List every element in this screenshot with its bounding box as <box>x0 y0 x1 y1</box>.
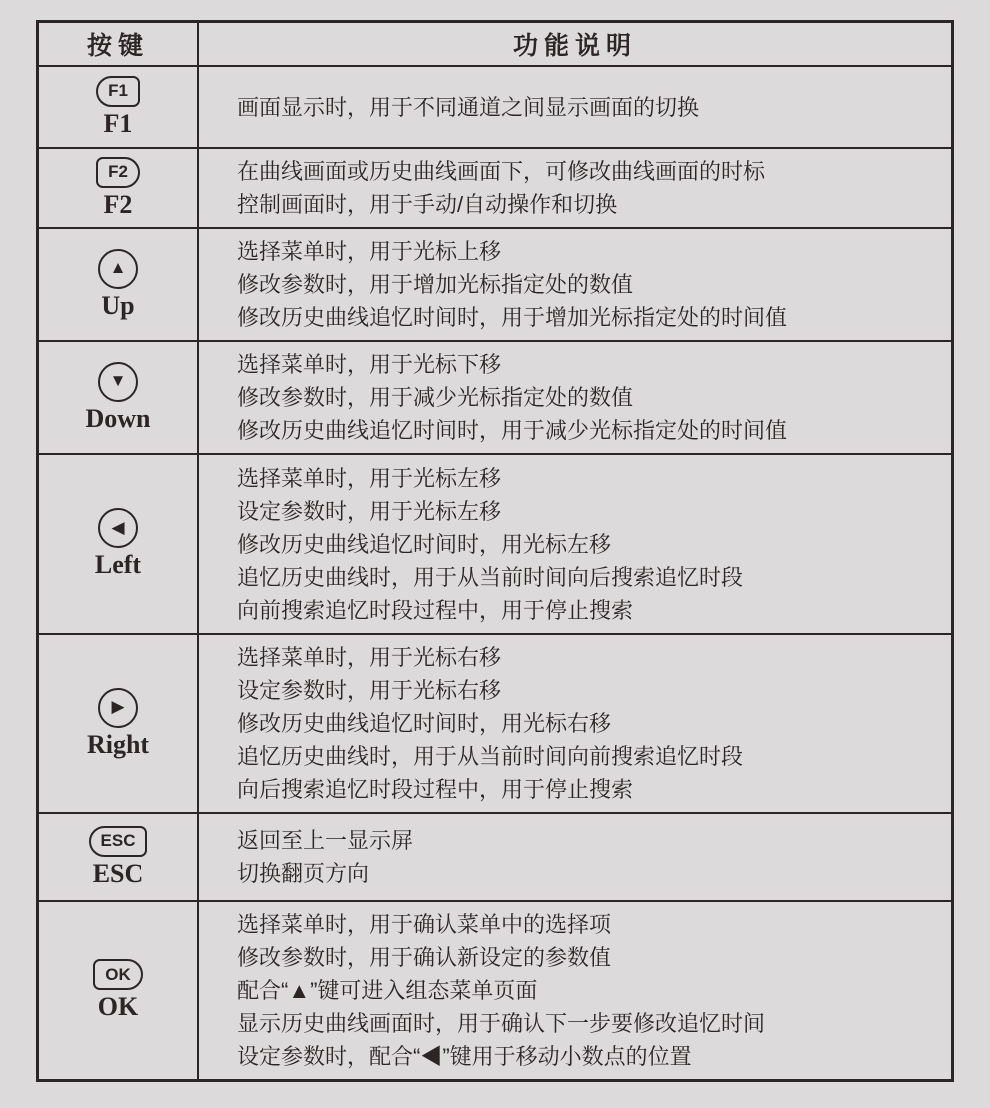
description-line: 在曲线画面或历史曲线画面下，可修改曲线画面的时标 <box>237 159 766 184</box>
table-row-f2 <box>38 148 953 228</box>
f2-key-icon <box>96 157 140 188</box>
key-cell <box>38 341 199 454</box>
down-arrow-icon <box>98 362 138 402</box>
table-row-up <box>38 228 953 341</box>
function-description-cell <box>198 634 953 813</box>
key-cell <box>38 228 199 341</box>
key-cell <box>38 454 199 634</box>
description-line: 设定参数时，配合“◀”键用于移动小数点的位置 <box>237 1044 692 1069</box>
description-line: 向前搜索追忆时段过程中，用于停止搜索 <box>237 597 634 623</box>
header-key-column: 按键 <box>38 22 199 67</box>
header-description-column: 功能说明 <box>198 22 953 67</box>
description-line: 画面显示时，用于不同通道之间显示画面的切换 <box>237 94 700 120</box>
left-arrow-icon <box>98 508 138 548</box>
key-label: Down <box>85 403 151 433</box>
right-triangle-glyph: ▶ <box>111 697 125 717</box>
table-row-right <box>38 634 953 813</box>
function-description-cell <box>198 228 953 341</box>
description-line: 控制画面时，用于手动/自动操作和切换 <box>237 192 618 217</box>
left-triangle-glyph: ◀ <box>111 517 125 537</box>
up-triangle-glyph: ▲ <box>109 258 127 278</box>
description-line: 修改参数时，用于增加光标指定处的数值 <box>237 272 634 297</box>
key-label: F1 <box>103 108 133 138</box>
function-description-cell <box>198 148 953 228</box>
description-line: 选择菜单时，用于光标左移 <box>237 465 502 491</box>
key-cell <box>38 148 199 228</box>
table-row-left <box>38 454 953 634</box>
key-label: ESC <box>92 858 144 888</box>
description-line: 配合“▲”键可进入组态菜单页面 <box>237 978 538 1003</box>
table-row-ok <box>38 901 953 1081</box>
key-label: Up <box>101 290 135 320</box>
header-row <box>38 22 953 67</box>
description-line: 修改历史曲线追忆时间时，用光标左移 <box>237 531 612 557</box>
description-line: 选择菜单时，用于光标下移 <box>237 352 502 377</box>
f1-key-icon <box>96 76 140 107</box>
description-line: 修改参数时，用于确认新设定的参数值 <box>237 945 612 970</box>
keycap-text: F2 <box>108 162 128 182</box>
description-line: 修改历史曲线追忆时间时，用光标右移 <box>237 711 612 736</box>
description-line: 追忆历史曲线时，用于从当前时间向前搜索追忆时段 <box>237 744 744 769</box>
key-cell <box>38 634 199 813</box>
key-function-table <box>36 20 954 1082</box>
description-line: 选择菜单时，用于光标右移 <box>237 645 502 670</box>
ok-key-icon <box>93 959 143 990</box>
table-row-f1 <box>38 66 953 148</box>
description-line: 切换翻页方向 <box>237 861 370 886</box>
esc-key-icon <box>89 826 148 857</box>
function-description-cell <box>198 813 953 901</box>
function-description-cell <box>198 341 953 454</box>
description-line: 显示历史曲线画面时，用于确认下一步要修改追忆时间 <box>237 1011 766 1036</box>
function-description-cell <box>198 66 953 148</box>
function-description-cell <box>198 454 953 634</box>
key-label: OK <box>97 992 139 1022</box>
key-label: F2 <box>103 189 133 219</box>
keycap-text: OK <box>105 964 131 984</box>
table-row-esc <box>38 813 953 901</box>
description-line: 修改历史曲线追忆时间时，用于减少光标指定处的时间值 <box>237 418 788 443</box>
description-line: 设定参数时，用于光标右移 <box>237 678 502 703</box>
right-arrow-icon <box>98 688 138 728</box>
key-cell <box>38 66 199 148</box>
key-cell <box>38 901 199 1081</box>
keycap-text: ESC <box>100 831 136 851</box>
keycap-text: F1 <box>108 81 128 101</box>
description-line: 修改历史曲线追忆时间时，用于增加光标指定处的时间值 <box>237 305 788 330</box>
description-line: 修改参数时，用于减少光标指定处的数值 <box>237 385 634 410</box>
description-line: 设定参数时，用于光标左移 <box>237 498 502 524</box>
down-triangle-glyph: ▼ <box>109 371 127 391</box>
description-line: 追忆历史曲线时，用于从当前时间向后搜索追忆时段 <box>237 564 744 590</box>
description-line: 返回至上一显示屏 <box>237 828 414 853</box>
table-row-down <box>38 341 953 454</box>
description-line: 选择菜单时，用于确认菜单中的选择项 <box>237 912 612 937</box>
key-label: Right <box>86 729 150 759</box>
description-line: 选择菜单时，用于光标上移 <box>237 239 502 264</box>
key-label: Left <box>94 550 142 580</box>
function-description-cell <box>198 901 953 1081</box>
up-arrow-icon <box>98 249 138 289</box>
key-cell <box>38 813 199 901</box>
description-line: 向后搜索追忆时段过程中，用于停止搜索 <box>237 777 634 802</box>
